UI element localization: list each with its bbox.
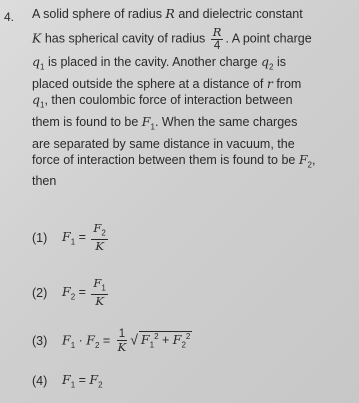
stem-line-7: are separated by same distance in vacuum, the — [32, 136, 295, 151]
option-label: (1) — [32, 230, 48, 245]
stem-line-4: placed outside the sphere at a distance of r from — [32, 75, 302, 91]
option-2-formula: $F_2$ = $\frac{F_1}{K}$ — [62, 276, 106, 309]
stem-line-1: A solid sphere of radius R and dielectric constant — [32, 6, 303, 21]
option-label: (4) — [32, 373, 48, 388]
fraction-R-over-4: $\frac{R}{4}$ — [212, 25, 222, 53]
option-3-formula: $F_1 \cdot F_2$ = $\frac{1}{K}$ √ $F_1^2 + F_2^2$ — [62, 328, 191, 354]
option-4[interactable] — [32, 372, 103, 390]
option-1[interactable] — [32, 222, 110, 253]
stem-line-8: force of interaction between them is found to be $F_2$, — [32, 151, 316, 170]
stem-line-6: them is found to be $F_1$. When the same charges — [32, 113, 298, 132]
stem-line-2: K has spherical cavity of radius $\frac{R}{4}$ . A point charge — [32, 25, 312, 53]
option-1-formula: $F_1$ = $\frac{F_2}{K}$ — [62, 221, 106, 254]
question-stem — [32, 6, 350, 190]
stem-line-5: $q_1$, then coulombic force of interaction between — [32, 92, 293, 110]
stem-line-9: then — [32, 174, 57, 189]
option-3[interactable] — [32, 328, 192, 354]
option-label: (2) — [32, 285, 48, 300]
option-4-formula: $F_1 = F_2$ — [62, 372, 103, 390]
question-number: 4. — [4, 10, 15, 24]
option-2[interactable] — [32, 277, 110, 308]
option-label: (3) — [32, 334, 48, 348]
stem-line-3: $q_1$ is placed in the cavity. Another charge $q_2$ is — [32, 54, 286, 72]
